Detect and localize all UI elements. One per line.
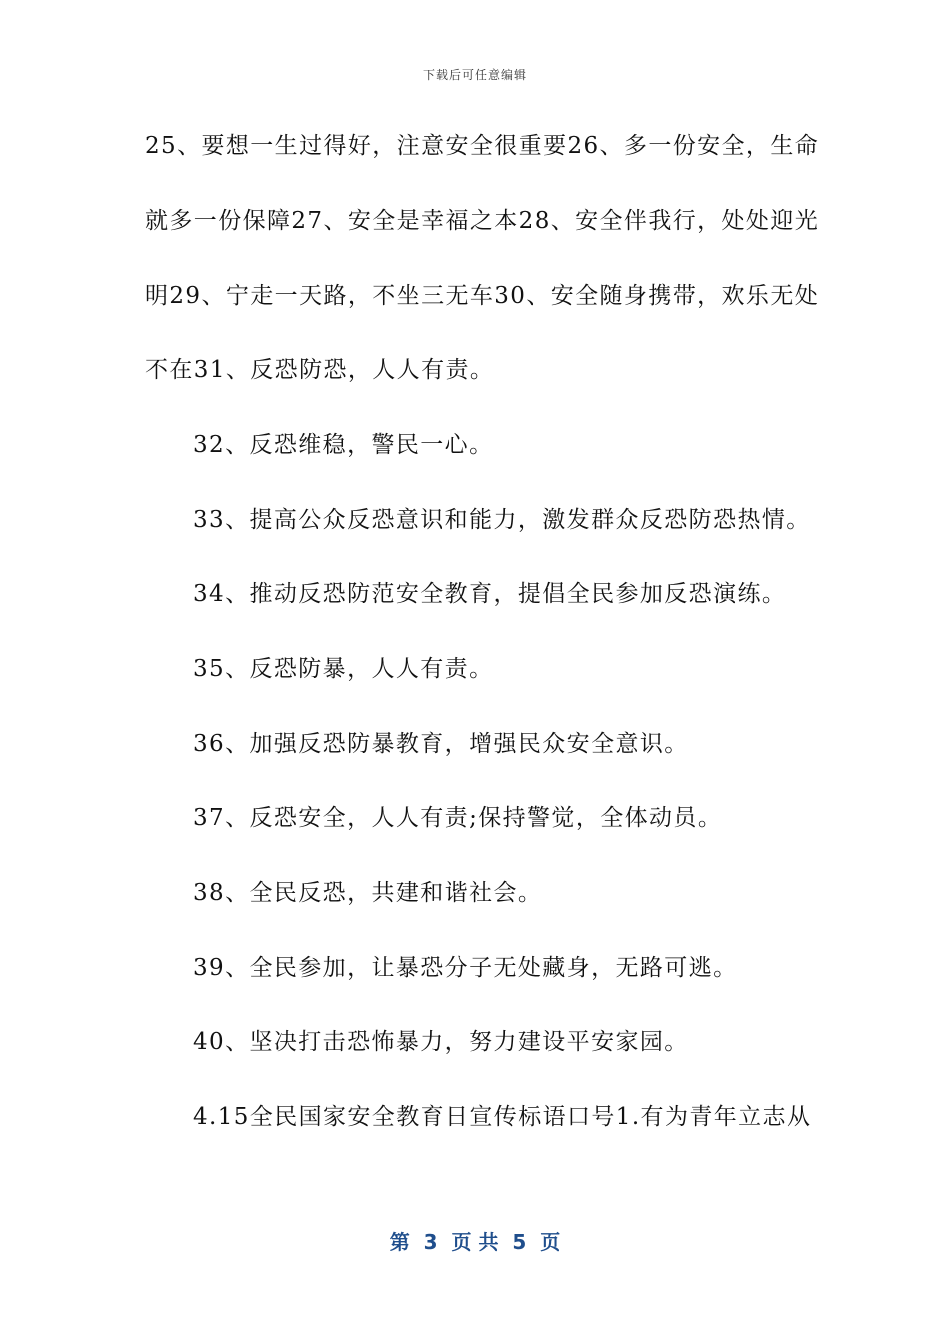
header-note: 下载后可任意编辑	[422, 68, 527, 82]
text-line: 4.15全民国家安全教育日宣传标语口号1.有为青年立志从	[193, 1104, 812, 1130]
page-number-footer: 第 3 页 共 5 页	[389, 1230, 561, 1254]
text-line: 33、提高公众反恐意识和能力，激发群众反恐防恐热情。	[193, 507, 811, 533]
text-line: 40、坚决打击恐怖暴力，努力建设平安家园。	[193, 1029, 689, 1055]
text-line: 36、加强反恐防暴教育，增强民众安全意识。	[193, 731, 689, 757]
text-line: 34、推动反恐防范安全教育，提倡全民参加反恐演练。	[193, 581, 787, 607]
text-line: 就多一份保障27、安全是幸福之本28、安全伴我行，处处迎光	[145, 208, 820, 234]
text-line: 39、全民参加，让暴恐分子无处藏身，无路可逃。	[193, 955, 738, 981]
text-line: 25、要想一生过得好，注意安全很重要26、多一份安全，生命	[145, 133, 820, 159]
text-line: 明29、宁走一天路，不坐三无车30、安全随身携带，欢乐无处	[145, 283, 820, 309]
text-line: 不在31、反恐防恐，人人有责。	[145, 357, 495, 383]
text-line: 32、反恐维稳，警民一心。	[193, 432, 494, 458]
text-line: 37、反恐安全，人人有责;保持警觉，全体动员。	[193, 805, 723, 831]
text-line: 35、反恐防暴，人人有责。	[193, 656, 494, 682]
text-line: 38、全民反恐，共建和谐社会。	[193, 880, 543, 906]
